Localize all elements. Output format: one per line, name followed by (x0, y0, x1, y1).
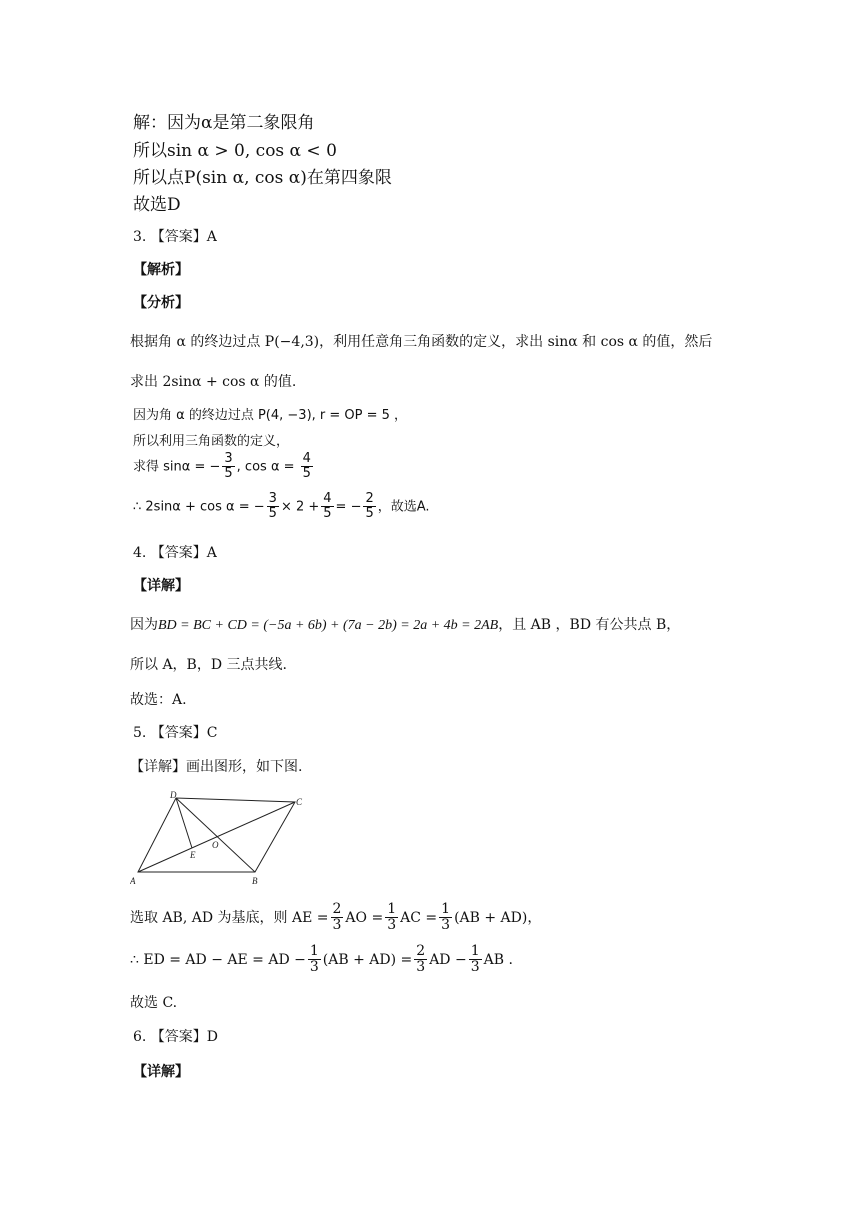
q3-step4-frac1 (267, 492, 279, 522)
q5-line1-eq2: AC = (400, 909, 438, 926)
q5-line1-eq3: (AB + AD)， (454, 909, 542, 926)
q3-step4-frac1-den: 5 (268, 506, 277, 522)
q5-line2-mid2: AD − (429, 951, 467, 968)
q3-jiexi-heading: 【解析】 (133, 262, 189, 278)
q5-line1-frac2-num: 1 (387, 901, 397, 917)
q5-line2-prefix: ∴ ED = AD − AE = AD − (130, 951, 306, 968)
q5-line1-frac-2-3 (331, 902, 344, 934)
q5-line2-mid: (AB + AD) = (322, 951, 413, 968)
q4-answer: 4. 【答案】A (133, 545, 217, 561)
q3-step3-frac2 (301, 452, 313, 482)
q5-line2-frac-2-3 (414, 944, 427, 976)
label-C: C (296, 797, 303, 807)
q3-step4-suffix: ，故选A. (377, 499, 430, 515)
q4-line1-prefix: 因为 (130, 617, 158, 633)
q5-line2-suffix: AB . (483, 951, 513, 968)
q3-step4-frac3-num: 2 (365, 491, 374, 506)
q4-xiangjie-heading: 【详解】 (133, 578, 189, 594)
q5-answer: 5. 【答案】C (133, 725, 218, 741)
q3-step4-frac1-num: 3 (268, 491, 277, 506)
q4-line3: 故选：A. (130, 692, 187, 708)
q5-line2-frac1-num: 1 (309, 943, 319, 959)
q5-line1-frac2-den: 3 (387, 917, 397, 934)
q5-line2-frac2-num: 2 (416, 943, 426, 959)
q3-step1: 因为角 α 的终边过点 P(4, −3), r = OP = 5 ， (133, 408, 408, 423)
q5-line2-frac-1-3 (308, 944, 321, 976)
parallelogram-outline (138, 798, 295, 872)
q3-step2: 所以利用三角函数的定义， (133, 434, 290, 449)
q4-line1 (130, 614, 680, 634)
q4-line1-suffix: ，且 AB ，BD 有公共点 B， (498, 617, 681, 633)
q3-step4 (133, 492, 430, 522)
label-E: E (190, 850, 196, 860)
q3-step4-mid2: = − (335, 499, 362, 515)
q3-step3-frac1 (222, 452, 234, 482)
parallelogram-diagram (130, 788, 310, 888)
q5-line2-frac2-den: 3 (416, 959, 426, 976)
sol2-line3: 所以点P(sin α, cos α)在第四象限 (133, 168, 392, 188)
q3-step4-frac3 (363, 492, 375, 522)
q5-line2 (130, 944, 513, 976)
q3-analysis-line2: 求出 2sinα + cos α 的值. (130, 374, 297, 390)
label-B: B (252, 876, 258, 886)
q3-step4-frac3-den: 5 (365, 506, 374, 522)
q4-line2: 所以 A，B，D 三点共线. (130, 657, 287, 673)
q3-answer: 3. 【答案】A (133, 229, 217, 245)
q5-line1-frac3-den: 3 (441, 917, 451, 934)
q5-line2-frac3-num: 1 (470, 943, 480, 959)
sol2-line2: 所以sin α > 0, cos α < 0 (133, 141, 337, 161)
q4-line1-equation: BD = BC + CD = (−5a + 6b) + (7a − 2b) = 2a + 4b = 2AB (158, 618, 499, 633)
label-A: A (130, 876, 136, 886)
q3-step3-frac2-num: 4 (302, 451, 311, 466)
q5-line1-prefix: 选取 AB, AD 为基底，则 AE = (130, 909, 329, 926)
q5-line1-eq1: AO = (345, 909, 384, 926)
q5-line1-frac1-den: 3 (332, 917, 342, 934)
q3-step4-prefix: ∴ 2sinα + cos α = − (133, 499, 265, 515)
q5-line2-frac1-den: 3 (309, 959, 319, 976)
label-D: D (170, 790, 177, 800)
q3-step3: 求得 sinα = − $\frac{3}{5}$ , cos α = $\frac{4}{5}$ (133, 451, 311, 482)
q3-fenxi-heading: 【分析】 (133, 295, 189, 311)
q3-step3-mid: , cos α = (236, 459, 299, 475)
q3-step4-mid1: × 2 + (280, 499, 320, 515)
q5-line1-frac-1-3-b (439, 902, 452, 934)
q5-line1-frac3-num: 1 (441, 901, 451, 917)
q5-detail: 【详解】画出图形，如下图. (130, 759, 303, 775)
label-O: O (212, 840, 219, 850)
q3-step3-frac1-num: 3 (224, 451, 233, 466)
q6-answer: 6. 【答案】D (133, 1029, 219, 1045)
q3-step4-frac2-den: 5 (323, 506, 332, 522)
q5-line2-frac3-den: 3 (470, 959, 480, 976)
sol2-line4: 故选D (133, 195, 181, 215)
q5-line1-frac-1-3-a (385, 902, 398, 934)
q3-step3-frac1-den: 5 (224, 466, 233, 482)
sol2-line1: 解：因为α是第二象限角 (133, 113, 315, 133)
q5-line1-frac1-num: 2 (332, 901, 342, 917)
q5-line2-frac-1-3-b (469, 944, 482, 976)
diagonal-AC (138, 802, 295, 872)
q3-step3-prefix: 求得 sinα = (133, 459, 210, 475)
q5-line1 (130, 902, 541, 934)
q3-step4-frac2 (321, 492, 333, 522)
q3-step3-frac2-den: 5 (302, 466, 311, 482)
q6-xiangjie-heading: 【详解】 (133, 1064, 189, 1080)
q5-line3: 故选 C. (130, 995, 178, 1011)
q3-step4-frac2-num: 4 (323, 491, 332, 506)
q3-analysis-line1: 根据角 α 的终边过点 P(−4,3)，利用任意角三角函数的定义，求出 sinα 和 cos α 的值，然后 (130, 334, 713, 350)
